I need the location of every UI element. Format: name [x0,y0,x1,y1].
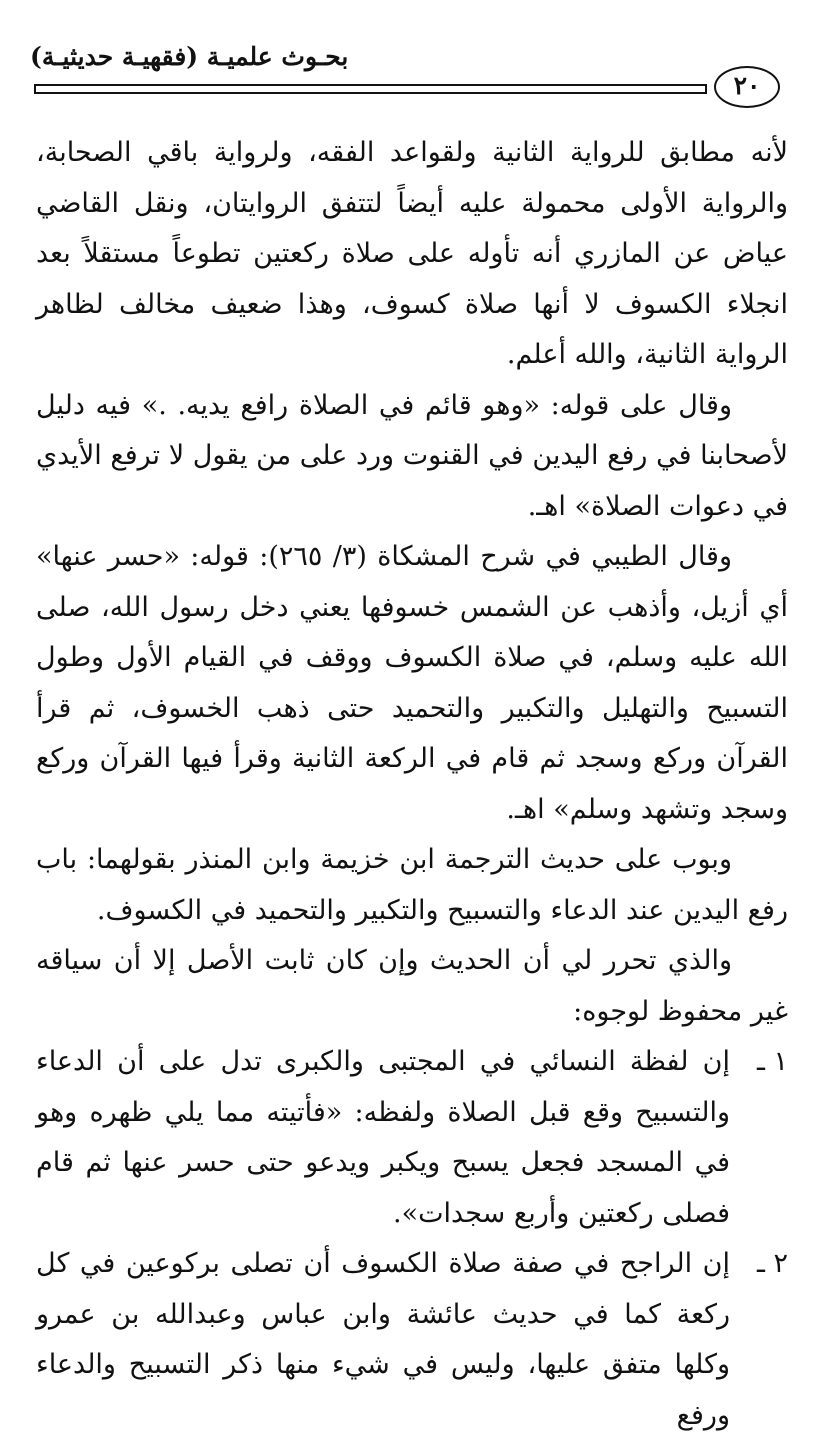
list-item [36,1239,788,1441]
list-item-number: ١ ـ [756,1046,788,1077]
paragraph: وبوب على حديث الترجمة ابن خزيمة وابن المنذر بقولهما: باب رفع اليدين عند الدعاء والتسبيح والتكبير والتحميد في الكسوف. [36,844,788,926]
list-item [36,1037,788,1239]
body-text [36,128,788,1441]
header-rule-box [34,84,707,94]
list-item-text: إن لفظة النسائي في المجتبى والكبرى تدل على أن الدعاء والتسبيح وقع قبل الصلاة ولفظه: «فأتيته مما يلي ظهره وهو في المسجد فجعل يسبح ويكبر ويدعو حتى حسر عنها ثم قام فصلى ركعتين وأربع سجدات». [36,1046,730,1229]
paragraph: والذي تحرر لي أن الحديث وإن كان ثابت الأصل إلا أن سياقه غير محفوظ لوجوه: [36,945,788,1027]
paragraph: لأنه مطابق للرواية الثانية ولقواعد الفقه، ولرواية باقي الصحابة، والرواية الأولى محمولة عليه أيضاً لتتفق الروايتان، ونقل القاضي عياض عن المازري أنه تأوله على صلاة ركعتين تطوعاً مستقلاً بعد انجلاء الكسوف لا أنها صلاة كسوف، وهذا ضعيف مخالف لظاهر الرواية الثانية، والله أعلم. [36,137,788,370]
running-title: بحـوث علميـة (فقهيـة حديثيـة) [30,42,349,71]
paragraph: وقال على قوله: «وهو قائم في الصلاة رافع يديه. .» فيه دليل لأصحابنا في رفع اليدين في القنوت ورد على من يقول لا ترفع الأيدي في دعوات الصلاة» اهـ. [36,389,788,522]
page-header [30,38,775,118]
list-item-text: إن الراجح في صفة صلاة الكسوف أن تصلى بركوعين في كل ركعة كما في حديث عائشة وابن عباس وعبدالله بن عمرو وكلها متفق عليها، وليس في شيء منها ذكر التسبيح والدعاء ورفع [36,1248,730,1431]
page-number: ٢٠ [714,66,780,108]
list-item-number: ٢ ـ [756,1248,788,1279]
paragraph: وقال الطيبي في شرح المشكاة (٣/ ٢٦٥): قوله: «حسر عنها» أي أزيل، وأذهب عن الشمس خسوفها يعني دخل رسول الله، صلى الله عليه وسلم، في صلاة الكسوف ووقف في القيام الأول وطول التسبيح والتهليل والتكبير والتحميد حتى ذهب الخسوف، ثم قرأ القرآن وركع وسجد ثم قام في الركعة الثانية وقرأ فيها القرآن وركع وسجد وتشهد وسلم» اهـ. [36,541,788,825]
